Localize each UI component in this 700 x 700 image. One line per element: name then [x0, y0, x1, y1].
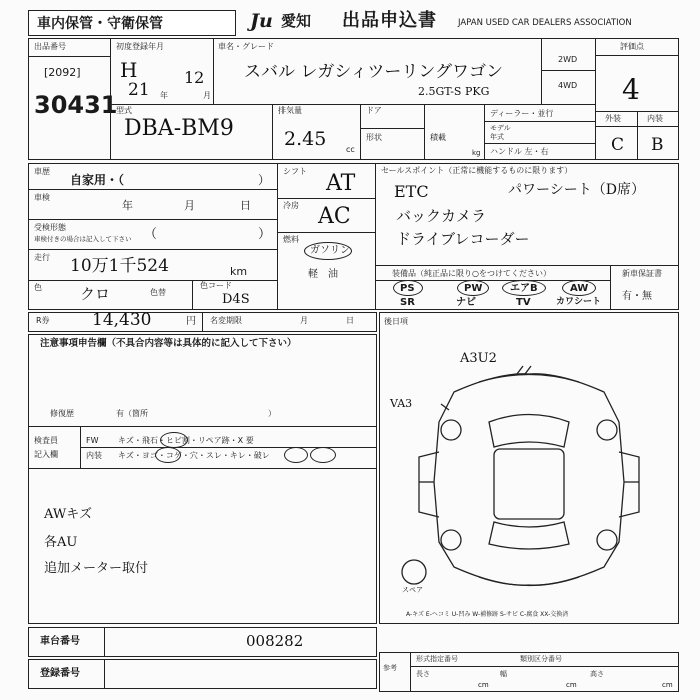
inspector-row1-lead: FW [86, 436, 99, 445]
repair-history-label: 修復歴 [50, 409, 74, 418]
grade-label: 評価点 [620, 42, 644, 51]
displacement-unit: cc [346, 145, 355, 154]
car-grade-value: 2.5GT-S PKG [418, 85, 490, 98]
handwritten-note-3: 追加メーター取付 [44, 561, 149, 576]
recycle-unit: 円 [186, 316, 196, 327]
lot-label: 出品番号 [34, 42, 66, 51]
new-car-warranty-value: 有・無 [622, 291, 652, 302]
notes-label: 注意事項申告欄（不具合内容等は具体的に記入して下さい） [40, 338, 297, 349]
dirt-circle [155, 447, 181, 463]
chassis-label: 車台番号 [40, 636, 80, 647]
handwritten-note-2: 各AU [44, 535, 78, 550]
equipment-label: 装備品（純正品に限り○をつけてください） [392, 269, 551, 278]
sales-point-3: バックカメラ [396, 207, 487, 225]
equip-airbag: エアB [510, 283, 538, 294]
chip-circle [160, 432, 188, 448]
equip-aw: AW [570, 283, 589, 294]
lot-number: 30431 [34, 91, 118, 119]
diagram-top-note: A3U2 [460, 351, 497, 366]
load-unit: kg [472, 149, 481, 157]
exterior-label: 外装 [605, 114, 621, 123]
storage-tag [28, 10, 236, 36]
shift-label: シフト [283, 167, 307, 176]
car-name-label: 車名・グレード [218, 42, 274, 51]
ac-label: 冷房 [283, 201, 299, 210]
color-code-value: D4S [222, 292, 250, 307]
first-reg-era: H [120, 58, 138, 82]
inspector-row2: キズ・ヨゴ・コゲ・穴・スレ・キレ・破レ [118, 451, 270, 460]
equip-sr: SR [400, 297, 415, 308]
grade-score: 4 [622, 73, 640, 106]
spare-label: スペア [402, 586, 423, 594]
body-shape-label: 形状 [366, 133, 382, 142]
inspection-month: 月 [184, 199, 195, 212]
inspection-day: 日 [240, 199, 251, 212]
color-change-label: 色替 [150, 288, 166, 297]
name-change-label: 名変期限 [210, 316, 242, 325]
inspector-label: 検査員 [34, 436, 58, 445]
received-form-label: 受検形態 [34, 223, 66, 232]
chassis-number: 008282 [246, 632, 304, 650]
dealer-year: 年式 [490, 133, 504, 141]
color-value: クロ [80, 285, 111, 303]
car-damage-diagram [379, 312, 679, 624]
first-reg-year: 21 [128, 80, 150, 100]
equip-navi: ナビ [456, 297, 476, 308]
load-label: 積載 [430, 133, 446, 142]
diagram-side-note: VA3 [390, 397, 413, 410]
model-value: DBA-BM9 [124, 116, 234, 141]
recycle-value: 14,430 [92, 310, 152, 330]
drive-4wd: 4WD [558, 81, 578, 90]
handwritten-note-1: AWキズ [44, 507, 92, 522]
tear-circle [310, 447, 336, 463]
car-name-value: スバル レガシィツーリングワゴン [244, 62, 504, 82]
height-unit: cm [662, 681, 673, 689]
mileage-label: 走行 [34, 253, 50, 262]
equip-ps: PS [400, 283, 415, 294]
width-label: 幅 [500, 670, 507, 678]
mileage-value: 10万1千524 [70, 256, 169, 276]
org-name: 愛知 [281, 12, 312, 30]
document-title: 出品申込書 [342, 10, 437, 31]
fuel-gas: ガソリン [310, 245, 350, 256]
fuel-diesel: 軽 油 [308, 269, 338, 280]
dealer-row: ディーラー・並行 [490, 109, 554, 118]
steering-side: ハンドル 左・右 [490, 147, 549, 156]
length-label: 長さ [416, 670, 430, 678]
vehicle-info-block [28, 38, 679, 160]
damage-legend: A-キズ E-ヘコミ U-凹み W-補修跡 S-サビ C-腐食 XX-交換済 [406, 611, 569, 618]
association-name: JAPAN USED CAR DEALERS ASSOCIATION [458, 18, 632, 28]
history-value: 自家用・（ [70, 173, 125, 187]
scuff-circle [284, 447, 308, 463]
color-code-label: 色コード [200, 281, 232, 290]
dealer-model: モデル [490, 124, 511, 132]
name-change-day: 日 [346, 316, 354, 325]
sales-points-label: セールスポイント（正常に機能するものに限ります） [381, 166, 573, 175]
chassis-row [28, 627, 377, 657]
name-change-month: 月 [300, 316, 308, 325]
inspector-row2-lead: 内装 [86, 451, 102, 460]
first-reg-year-unit: 年 [160, 91, 168, 100]
model-label: 型式 [116, 106, 132, 115]
registration-label: 登録番号 [40, 668, 80, 679]
received-form-close: ） [258, 227, 272, 242]
height-label: 高さ [590, 670, 604, 678]
first-reg-month-unit: 月 [203, 91, 211, 100]
fuel-label: 燃料 [283, 235, 299, 244]
reference-label: 参考 [383, 664, 397, 672]
mileage-unit: km [230, 265, 248, 278]
form-cert-label: 形式指定番号 [416, 655, 458, 663]
sales-point-2: パワーシート（D席） [508, 182, 645, 198]
color-label: 色 [34, 283, 42, 292]
first-reg-month: 12 [184, 68, 205, 87]
ac-value: AC [318, 204, 351, 229]
received-form-open: （ [144, 227, 158, 242]
equip-seat: カワシート [556, 297, 602, 307]
doors-label: ドア [366, 106, 382, 115]
recycle-label: R券 [36, 316, 50, 325]
received-form-note: 車検付きの場合は記入して下さい [34, 235, 132, 243]
sales-point-1: ETC [394, 182, 429, 201]
inspection-year: 年 [122, 199, 133, 212]
interior-grade: B [651, 135, 664, 155]
inspector-label-2: 記入欄 [34, 450, 58, 459]
new-car-warranty-label: 新車保証書 [622, 269, 662, 278]
storage-tag-text: 車内保管・守衛保管 [37, 16, 163, 32]
displacement-value: 2.45 [284, 128, 327, 150]
exterior-grade: C [611, 135, 625, 155]
history-label: 車歴 [34, 167, 50, 176]
first-reg-label: 初度登録年月 [116, 42, 164, 51]
inspection-label: 車検 [34, 193, 50, 202]
length-unit: cm [478, 681, 489, 689]
interior-label: 内装 [647, 114, 663, 123]
equip-tv: TV [516, 297, 531, 308]
shift-value: AT [326, 171, 356, 196]
inspector-row1: キズ・飛石・ヒビ割・リペア跡・X 要 [118, 436, 254, 445]
displacement-label: 排気量 [278, 106, 302, 115]
width-unit: cm [566, 681, 577, 689]
rear-note-label: 後日項 [384, 317, 408, 326]
equip-pw: PW [464, 283, 483, 294]
class-cert-label: 類別区分番号 [520, 655, 562, 663]
notes-block [28, 334, 377, 624]
registration-row [28, 659, 377, 689]
lot-bracket: [2092] [44, 66, 81, 79]
repair-history-value: 有（箇所 [116, 409, 148, 418]
history-close: ） [258, 173, 271, 187]
repair-history-close: ） [268, 409, 276, 418]
sales-point-4: ドライブレコーダー [396, 230, 530, 248]
ju-logo: Ju [250, 10, 273, 32]
drive-2wd: 2WD [558, 55, 578, 64]
